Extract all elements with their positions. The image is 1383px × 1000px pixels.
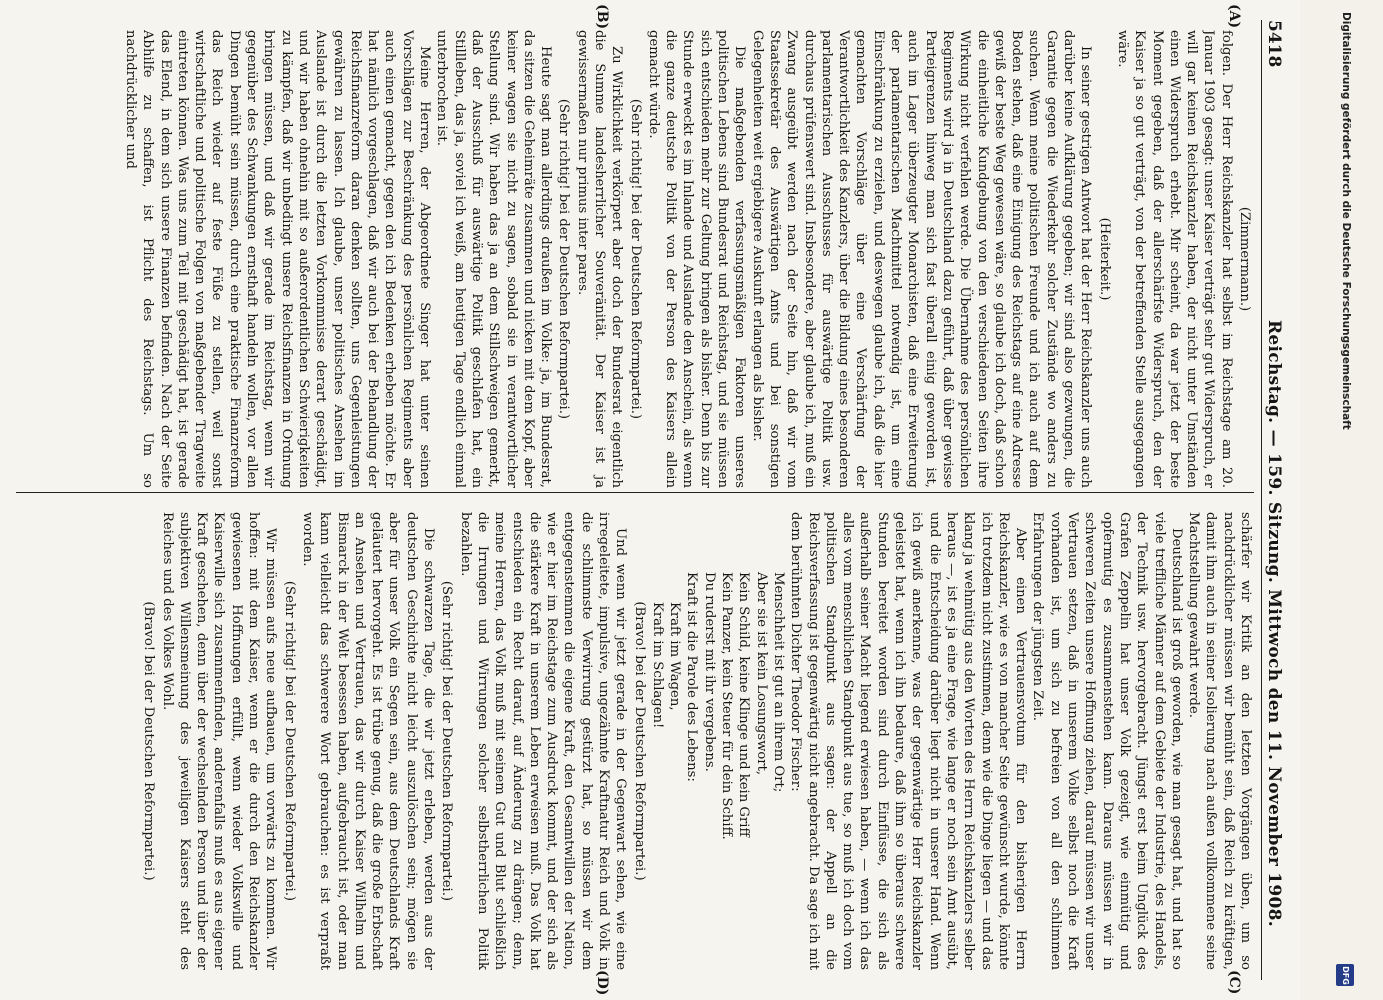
paragraph: Und wenn wir jetzt gerade in der Gegenwart sehen, wie eine irregeleitete, impulsive, ungezähmte Kraftnatur Reich und Volk in die schlimmste Verwirrung gestürzt hat, so müssen wir dem entgegenstemmen die eigene Kraft, den Gesamtwillen der Nation, wie er hier im Reichstage zum Ausdruck kommt, und der sich als die stärkere Kraft in unserem Leben erweisen muß. Das Volk hat entschieden ein Recht darauf, auf Änderung zu drängen; denn, meine Herren, das Volk muß mit seinem Gut und Blut schließlich die Irrungen und Wirrungen solcher selbstherrlichen Politik bezahlen. xyxy=(457,512,629,970)
page-number: 5418 xyxy=(1264,20,1284,68)
digitization-note-text: Digitalisierung gefördert durch die Deutsche Forschungsgemeinschaft xyxy=(1340,12,1352,430)
dfg-logo-text: DFG xyxy=(1340,965,1350,985)
dfg-logo xyxy=(1336,964,1354,986)
paragraph: Aber einen Vertrauensvotum für den bisherigen Herrn Reichskanzler, wie es von mancher Seite gewünscht wurde, könnte ich trotzdem nicht zustimmen, denn wie die Dinge liegen — und das klang ja wehmütig aus den Worten des Herrn Reichskanzlers selber heraus —, ist es ja eine Frage, wie lange er noch sein Amt ausübt, und die Entscheidung darüber liegt nicht in unserer Hand. Wenn ich gewiß anerkenne, was der gegenwärtige Herr Reichskanzler geleistet hat, wenn ich ihn bedaure, daß ihm so überaus schwere Stunden bereitet worden sind durch Einflüsse, die sich als außerhalb seiner Macht liegend erwiesen haben, — wenn ich das alles vom menschlichen Standpunkt aus tue, so muß ich doch vom politischen Standpunkt aus sagen: der Appell an die Reichsverfassung ist gegenwärtig nicht angebracht. Da sage ich mit dem berühmten Dichter Theodor Fischer: xyxy=(788,512,1029,970)
poem-line: Kraft im Schlagen! xyxy=(649,602,665,729)
paragraph: folgen. Der Herr Reichskanzler hat selbst im Reichstage am 20. Januar 1903 gesagt: unser Kaiser verträgt sehr gut Widerspruch, er will gar keinen Reichskanzler haben, der nicht unter Umständen einen Widerspruch erhebt. Mir scheint, da war jetzt der beste Moment gegeben, daß der allerschärfste Widerspruch, den der Kaiser ja so gut verträgt, von der betreffenden Stelle ausgegangen wäre. xyxy=(1114,30,1234,488)
paragraph: Meine Herren, der Abgeordnete Singer hat unter seinen Vorschlägen zur Beschränkung des persönlichen Regiments aber auch einen gemacht, gegen den ich Bedenken erheben möchte. Er hat nämlich vorgeschlagen, daß wir auch bei der Behandlung der Reichsfinanzreform daran denken sollten, uns Gegenleistungen gewähren zu lassen. Ich glaube, unser politisches Ansehen im Auslande ist durch die letzten Vorkommnisse derart geschädigt, und wir haben ohnehin mit so außerordentlichen Schwierigkeiten zu kämpfen, daß wir unbedingt unsere Reichsfinanzen in Ordnung bringen müssen, und daß wir gerade im Reichstag, wenn wir gegenüber des Schwankungen ernsthaft handeln wollen, vor allen Dingen bemüht sein müssen, durch eine praktische Finanzreform das Reich wieder auf feste Füße zu stellen, weil sonst wirtschaftliche und politische Folgen von maßgebender Tragweite eintreten können. Was uns zum Teil mit geschädigt hat, ist gerade das Elend, in dem sich unsere Finanzen befinden. Nach der Seite Abhilfe zu schaffen, ist Pflicht des Reichstags. Um so nachdrücklicher und xyxy=(123,30,433,488)
margin-mark-c: (C) xyxy=(1226,970,1242,995)
reaction: (Sehr richtig! bei der Deutschen Reformpartei.) xyxy=(281,580,297,902)
poem-line: Kein Schild, keine Klinge und kein Griff xyxy=(736,572,752,837)
margin-mark-a: (A) xyxy=(1226,4,1242,29)
reaction: (Heiterkeit.) xyxy=(1096,217,1112,301)
margin-mark-b: (B) xyxy=(594,4,610,30)
reaction: (Bravo! bei der Deutschen Reformpartei.) xyxy=(141,601,157,881)
reaction: (Sehr richtig! bei der Deutschen Reformpartei.) xyxy=(439,580,455,902)
page-header xyxy=(1258,20,1288,980)
paragraph: Zu Wirklichkeit verkörpert aber doch der Bundesrat eigentlich die Summe landesherrlicher Souveränität. Der Kaiser ist ja gewissermaßen nur primus inter pares. xyxy=(574,30,625,488)
poem-line: Kraft im Wagen, xyxy=(667,602,683,711)
paragraph: schärfer wir Kritik an den letzten Vorgängen üben, um so nachdrücklicher müssen wir bemüht sein, daß Reich zu kräftigen, damit ihm auch in seiner Isolierung nach außen vollkommene seine Machtstellung gewahrt werde. xyxy=(1186,512,1253,970)
paragraph: Heute sagt man allerdings draußen im Volke: ja, im Bundesrat, da sitzen die Geheimräte zusammen und nicken mit dem Kopf, aber keiner wagen sie nicht zu sagen, sobald sie in verantwortlicher Stellung sind. Wir haben das ja an dem Stillschweigen gemerkt, daß der Ausschuß für auswärtige Politik geschlafen hat, ein Stillleben, das ja, soviel ich weiß, am heutigen Tage endlich einmal unterbrochen ist. xyxy=(434,30,554,488)
left-column xyxy=(14,30,1254,488)
right-column xyxy=(14,512,1254,970)
digitization-note xyxy=(1337,0,1355,1000)
margin-mark-d: (D) xyxy=(594,970,610,996)
reaction: (Sehr richtig! bei der Deutschen Reformpartei.) xyxy=(627,98,643,420)
column-rule xyxy=(16,492,1254,493)
poem-line: Kein Panzer, kein Steuer für dein Schiff. xyxy=(719,572,735,840)
paragraph: Die schwarzen Tage, die wir jetzt erleben, werden aus der deutschen Geschichte nicht leicht auszulöschen sein; mögen sie aber für unser Volk ein Segen sein, aus dem Deutschlands Kraft geläutert hervorgeht. Es ist trübe genug, daß die große Erbschaft an Ansehen und Vertrauen, das wir durch Kaiser Wilhelm und Bismarck in der Welt besessen haben, aufgebraucht ist, oder man kann vielleicht das schwerere Wort gebrauchen: es ist verpraßt worden. xyxy=(299,512,437,970)
reaction: (Bravo! bei der Deutschen Reformpartei.) xyxy=(631,601,647,881)
reaction: (Sehr richtig! bei der Deutschen Reformpartei.) xyxy=(556,98,572,420)
poem-line: Du ruderst mit ihr vergebens. xyxy=(701,572,717,772)
poem-line: Kraft ist die Parole des Lebens: xyxy=(684,572,700,782)
paragraph: In seiner gestrigen Antwort hat der Herr Reichskanzler uns auch darüber keine Aufklärung gegeben; wir sind also gezwungen, die Garantie gegen die Wiederkehr solcher Zustände wo anders zu suchen. Wenn meine politischen Freunde und ich auch auf dem Boden stehen, daß eine Einigung des Reichstags auf eine Adresse gewiß der beste Weg gewesen wäre, so glaube ich doch, daß schon die einheitliche Kundgebung von den verschiedenen Seiten ihre Wirkung nicht verfehlen werde. Die Übernahme des persönlichen Regiments wird ja in Deutschland dazu geführt, daß über gewisse Parteigrenzen hinweg man sich fast überall einig geworden ist, auch im Lager überzeugter Monarchisten, daß eine Erweiterung der parlamentarischen Machtmittel notwendig ist, um eine Einschränkung zu erzielen, und deswegen glaube ich, daß die hier gemachten Vorschläge über eine Verschärfung der Verantwortlichkeit des Kanzlers, über die Bildung eines besonderen parlamentarischen Ausschusses für auswärtige Politik usw. durchaus prüfenswert sind. Insbesondere, aber glaube ich, muß ein Zwang ausgeübt werden nach der Seite hin, daß wir vom Staatssekretär des Auswärtigen Amts und bei sonstigen Gelegenheiten weit ergiebigere Auskunft erlangen als bisher. xyxy=(749,30,1094,488)
header-rule xyxy=(1261,20,1262,980)
paragraph: Deutschland ist groß geworden, wie man gesagt hat, und hat so viele treffliche Männer auf dem Gebiete der Industrie, des Handels, der Technik usw. hervorgebracht. Jüngst erst beim Unglück des Grafen Zeppelin hat unser Volk gezeigt, wie einmütig und opfermutig es zusammenstehen kann. Daraus müssen wir in schweren Zeiten unsere Hoffnung ziehen, darauf müssen wir unser Vertrauen setzen, daß in unserem Volke selbst noch die Kraft vorhanden ist, um sich zu befreien von all den schlimmen Erfahrungen der jüngsten Zeit. xyxy=(1030,512,1184,970)
speaker-name: (Zimmermann.) xyxy=(1237,206,1252,312)
paragraph: Wir müssen aufs neue aufbauen, um vorwärts zu kommen. Wir hoffen: mit dem Kaiser, wenn er die durch den Reichskanzler gewiesenen Hoffnungen erfüllt, wenn wieder Volkswille und Kaiserwille sich zusammenfinden, anderenfalls muß es aus eigener Kraft geschehen, denn über der wechselnden Person und über der subjektiven Willensmeinung des jeweiligen Kaisers steht des Reiches und des Volkes Wohl. xyxy=(159,512,279,970)
poem-line: Aber sie ist kein Losungswort, xyxy=(753,572,769,776)
paragraph: Die maßgebenden verfassungsmäßigen Faktoren unseres politischen Lebens sind Bundesrat und Reichstag, und sie müssen sich entschieden mehr zur Geltung bringen als bisher. Denn bis zur Stunde erweckt es im Inlande und Auslande den Anschein, als wenn die ganze deutsche Politik von der Person des Kaisers allein gemacht würde. xyxy=(645,30,748,488)
page-title: Reichstag. — 159. Sitzung. Mittwoch den 11. November 1908. xyxy=(1264,320,1284,928)
poem-line: Menschheit ist gut an ihrem Ort; xyxy=(770,572,786,793)
